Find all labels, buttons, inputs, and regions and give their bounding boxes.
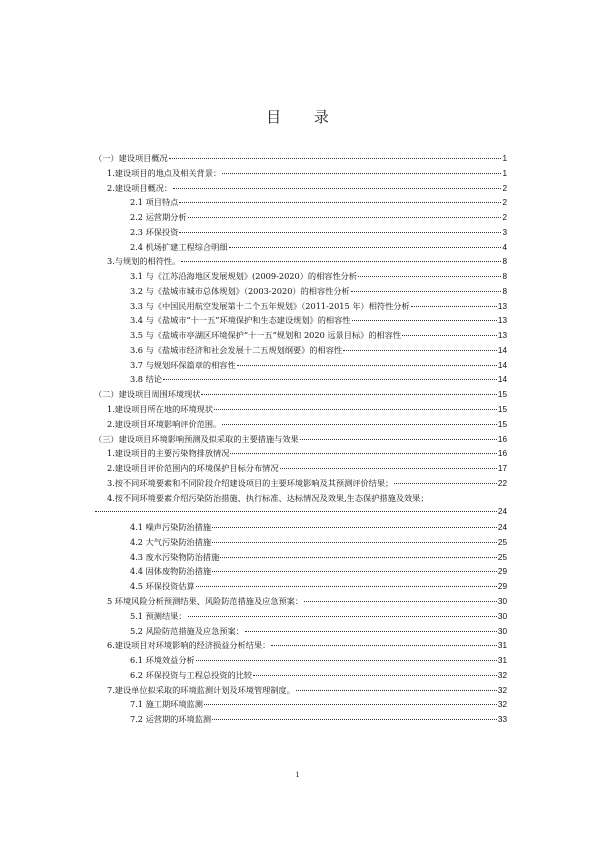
toc-entry-label: 3.2 与《盐城市城市总体规划》（2003-2020）的相容性分析 <box>130 285 350 296</box>
toc-page-number: 17 <box>497 464 507 474</box>
toc-entry-label: 2.1 项目特点 <box>130 197 179 208</box>
toc-entry[interactable] <box>94 461 507 476</box>
toc-entry[interactable] <box>94 609 507 624</box>
toc-entry-label: 6.1 环境效益分析 <box>130 655 195 666</box>
toc-leader-dots <box>402 335 497 336</box>
toc-entry[interactable] <box>94 668 507 683</box>
toc-entry-label: 5.2 风险防范措施及应急预案： <box>130 625 244 636</box>
toc-entry[interactable] <box>94 520 507 535</box>
toc-leader-dots <box>201 394 496 395</box>
toc-entry-label: 3.4 与《盐城市“十一五”环境保护和生态建设规划》的相容性 <box>130 315 351 326</box>
toc-entry-label: 7.1 施工期环境监测 <box>130 699 203 710</box>
toc-entry[interactable] <box>94 151 507 166</box>
toc-entry-label: 4.5 环保投资估算 <box>130 581 195 592</box>
toc-leader-dots <box>212 527 497 528</box>
toc-page-number: 30 <box>497 626 507 636</box>
toc-entry-label: 4.4 固体废物防治措施 <box>130 566 212 577</box>
toc-entry-label: 2.建设项目评价范围内的环境保护目标分布情况 <box>107 463 279 474</box>
toc-entry[interactable] <box>94 491 507 506</box>
toc-entry-label: 7.建设单位拟采取的环境监测计划及环境管理制度。 <box>107 684 295 695</box>
toc-entry-label: 4.3 废水污染物防治措施 <box>130 551 220 562</box>
toc-leader-dots <box>163 379 497 380</box>
toc-entry-label: 2.3 环保投资 <box>130 226 179 237</box>
toc-entry[interactable] <box>94 624 507 639</box>
toc-leader-dots <box>394 483 497 484</box>
toc-entry-label: 1.建设项目所在地的环境现状 <box>107 404 214 415</box>
toc-leader-dots <box>351 291 502 292</box>
toc-entry[interactable] <box>94 195 507 210</box>
page-title: 目 录 <box>266 108 343 126</box>
toc-page-number: 16 <box>497 434 507 444</box>
toc-leader-dots <box>296 690 497 691</box>
toc-leader-dots <box>253 675 497 676</box>
toc-entry[interactable] <box>94 653 507 668</box>
toc-entry[interactable] <box>94 638 507 653</box>
toc-page-number: 29 <box>497 582 507 592</box>
toc-entry[interactable] <box>94 313 507 328</box>
toc-entry[interactable] <box>94 402 507 417</box>
toc-entry-label: （三）建设项目环境影响预测及拟采取的主要措施与效果 <box>94 433 299 444</box>
toc-leader-dots <box>411 306 497 307</box>
toc-entry[interactable] <box>94 284 507 299</box>
toc-page-number: 32 <box>497 685 507 695</box>
toc-leader-dots <box>95 511 497 512</box>
toc-leader-dots <box>271 645 497 646</box>
toc-page-number: 33 <box>497 715 507 725</box>
toc-entry[interactable] <box>94 254 507 269</box>
toc-leader-dots <box>173 188 501 189</box>
toc-leader-dots <box>245 631 497 632</box>
toc-entry[interactable] <box>94 358 507 373</box>
toc-leader-dots <box>212 542 497 543</box>
toc-page-number: 15 <box>497 419 507 429</box>
toc-entry-label: 7.2 运营期的环境监测 <box>130 714 212 725</box>
toc-page-number: 2 <box>502 183 507 193</box>
toc-leader-dots <box>300 439 497 440</box>
page-number: 1 <box>295 770 300 779</box>
toc-entry-label: 3.8 结论 <box>130 374 162 385</box>
toc-entry-label: 6.2 环保投资与工程总投资的比较 <box>130 669 253 680</box>
toc-entry-label: 4.2 大气污染防治措施 <box>130 536 212 547</box>
toc-entry[interactable] <box>94 343 507 358</box>
toc-leader-dots <box>222 173 501 174</box>
toc-page-number: 3 <box>502 227 507 237</box>
toc-entry[interactable] <box>94 387 507 402</box>
toc-leader-dots <box>222 424 497 425</box>
toc-leader-dots <box>188 616 497 617</box>
toc-page-number: 30 <box>497 596 507 606</box>
toc-entry[interactable] <box>94 240 507 255</box>
toc-page-number: 4 <box>502 242 507 252</box>
toc-entry-label: 4.按不同环境要素介绍污染防治措施、执行标准、达标情况及效果,生态保护措施及效果； <box>107 492 429 503</box>
toc-entry[interactable] <box>94 594 507 609</box>
toc-page-number: 13 <box>497 301 507 311</box>
toc-leader-dots <box>212 719 497 720</box>
toc-entry-label: 3.1 与《江苏沿海地区发展规划》(2009-2020）的相容性分析 <box>130 271 358 282</box>
toc-page-number: 31 <box>497 656 507 666</box>
toc-entry-label: 1.建设项目的主要污染物排放情况 <box>107 448 230 459</box>
toc-leader-dots <box>181 261 501 262</box>
toc-page-number: 8 <box>502 257 507 267</box>
toc-page-number: 8 <box>502 286 507 296</box>
toc-entry[interactable] <box>94 535 507 550</box>
toc-entry-label: 3.按不同环境要素和不同阶段介绍建设项目的主要环境影响及其预测评价结果； <box>107 477 394 488</box>
toc-entry[interactable] <box>94 564 507 579</box>
toc-entry-label: 3.5 与《盐城市亭湖区环境保护“十一五”规划和 2020 远景目标》的相容性 <box>130 330 402 341</box>
toc-page-number: 29 <box>497 567 507 577</box>
toc-entry-label: 2.建设项目概况： <box>107 182 173 193</box>
toc-entry-label: 2.2 运营期分析 <box>130 212 187 223</box>
toc-entry[interactable] <box>94 432 507 447</box>
toc-page-number: 32 <box>497 670 507 680</box>
toc-page-number: 14 <box>497 345 507 355</box>
toc-entry[interactable] <box>94 697 507 712</box>
toc-page-number: 15 <box>497 390 507 400</box>
toc-leader-dots <box>358 276 501 277</box>
toc-leader-dots <box>237 365 497 366</box>
toc-leader-dots <box>196 586 497 587</box>
toc-leader-dots <box>352 320 497 321</box>
toc-page-number: 14 <box>497 375 507 385</box>
toc-entry-label: 2.建设项目环境影响评价范围。 <box>107 418 222 429</box>
toc-entry[interactable] <box>94 299 507 314</box>
toc-leader-dots <box>220 557 497 558</box>
toc-entry-label: 3.7 与规划环保篇章的相容性 <box>130 359 236 370</box>
toc-entry-label: （二）建设项目周围环境现状 <box>94 389 201 400</box>
toc-page-number: 24 <box>497 523 507 533</box>
toc-page-number: 1 <box>502 168 507 178</box>
toc-entry-label: 3.6 与《盐城市经济和社会发展十二五规划纲要》的相容性 <box>130 344 343 355</box>
toc-leader-dots <box>204 704 497 705</box>
toc-page-number: 32 <box>497 700 507 710</box>
toc-page-number: 31 <box>497 641 507 651</box>
toc-entry[interactable] <box>94 417 507 432</box>
toc-entry-label: 4.1 噪声污染防治措施 <box>130 522 212 533</box>
toc-page-number: 13 <box>497 316 507 326</box>
toc-entry[interactable] <box>94 476 507 491</box>
toc-leader-dots <box>179 202 501 203</box>
toc-entry[interactable] <box>94 225 507 240</box>
toc-page-number: 2 <box>502 213 507 223</box>
toc-page-number: 22 <box>497 478 507 488</box>
toc-leader-dots <box>343 350 497 351</box>
toc-leader-dots <box>230 453 496 454</box>
toc-page-number: 24 <box>497 507 507 517</box>
toc-entry[interactable] <box>94 446 507 461</box>
toc-entry-label: 3.3 与《中国民用航空发展第十二个五年规划》（2011-2015 年）相符性分析 <box>130 300 410 311</box>
toc-entry-label: 5 环境风险分析预测结果、风险防范措施及应急预案： <box>107 595 304 606</box>
toc-entry[interactable] <box>94 372 507 387</box>
toc-entry-label: 2.4 机场扩建工程综合明细 <box>130 241 228 252</box>
toc-entry[interactable] <box>94 712 507 727</box>
toc-entry[interactable] <box>94 550 507 565</box>
toc-page-number: 30 <box>497 611 507 621</box>
toc-leader-dots <box>169 158 502 159</box>
toc-leader-dots <box>196 660 497 661</box>
toc-leader-dots <box>214 409 497 410</box>
toc-leader-dots <box>212 571 497 572</box>
toc-entry[interactable] <box>94 683 507 698</box>
toc-leader-dots <box>280 468 497 469</box>
toc-entry-label: 3.与规划的相符性。 <box>107 256 181 267</box>
toc-page-number: 8 <box>502 272 507 282</box>
toc-entry[interactable] <box>94 505 507 520</box>
toc-page-number: 16 <box>497 449 507 459</box>
toc-entry[interactable] <box>94 181 507 196</box>
toc-entry[interactable] <box>94 579 507 594</box>
toc-page-number: 15 <box>497 405 507 415</box>
table-of-contents <box>94 151 507 727</box>
toc-page-number: 14 <box>497 360 507 370</box>
toc-page-number: 2 <box>502 198 507 208</box>
toc-entry-label: （一）建设项目概况 <box>94 153 168 163</box>
toc-entry[interactable] <box>94 328 507 343</box>
toc-leader-dots <box>188 217 502 218</box>
toc-page-number: 13 <box>497 331 507 341</box>
toc-leader-dots <box>179 232 501 233</box>
toc-entry-label: 1.建设项目的地点及相关背景： <box>107 167 222 178</box>
toc-page-number: 25 <box>497 537 507 547</box>
toc-entry-label: 6.建设项目对环境影响的经济损益分析结果： <box>107 640 271 651</box>
toc-leader-dots <box>304 601 497 602</box>
toc-entry[interactable] <box>94 166 507 181</box>
toc-entry[interactable] <box>94 210 507 225</box>
toc-page-number: 1 <box>502 154 507 163</box>
toc-page-number: 25 <box>497 552 507 562</box>
toc-entry[interactable] <box>94 269 507 284</box>
toc-leader-dots <box>229 247 502 248</box>
toc-entry-label: 5.1 预测结果： <box>130 610 187 621</box>
